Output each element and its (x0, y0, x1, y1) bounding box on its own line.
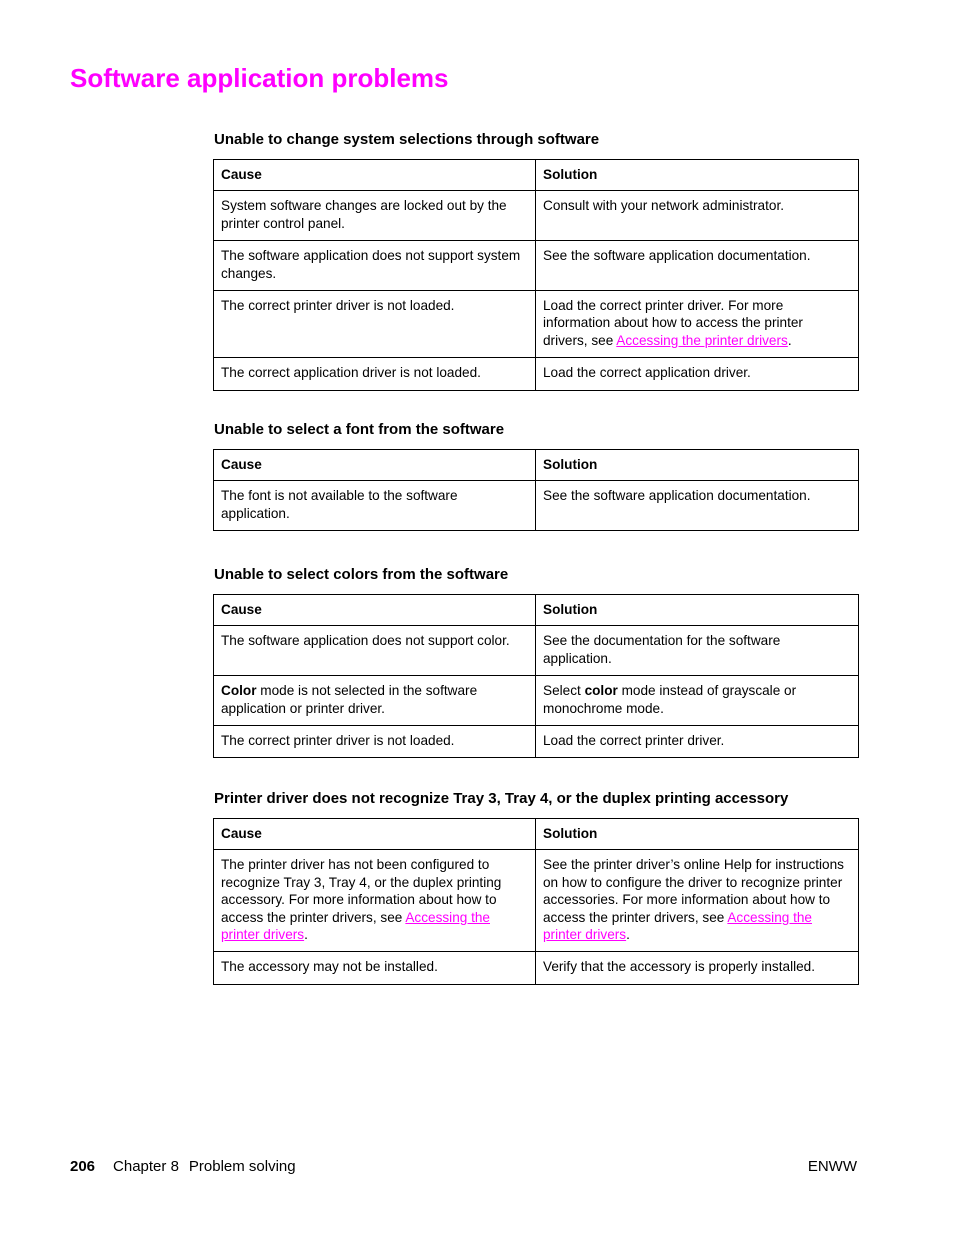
table-row (214, 676, 859, 726)
table-row (214, 241, 859, 291)
solution-bold-term: color (584, 683, 618, 699)
table-row (214, 481, 859, 531)
section-heading-font: Unable to select a font from the software (214, 421, 505, 438)
table-row (214, 191, 859, 241)
cause-cell: The correct printer driver is not loaded. (214, 726, 536, 758)
solution-text-end: . (787, 332, 792, 348)
solution-cell (536, 291, 859, 358)
column-header-solution: Solution (536, 450, 859, 481)
chapter-title: Problem solving (188, 1158, 296, 1175)
chapter-label: Chapter 8 (113, 1158, 179, 1175)
section-heading-tray-accessory: Printer driver does not recognize Tray 3, Tray 4, or the duplex printing accessory (214, 790, 789, 807)
cause-cell (214, 850, 536, 952)
solution-cell: See the software application documentation. (536, 481, 859, 531)
solution-text-end: mode instead of grayscale or monochrome mode. (543, 683, 797, 716)
solution-cell: Load the correct printer driver. (536, 726, 859, 758)
solution-text: See the printer driver’s online Help for instructions on how to configure the driver to recognize printer accessories. For more information about how to access the printer drivers, see (543, 857, 844, 925)
solution-cell (536, 676, 859, 726)
cause-text: mode is not selected in the software application or printer driver. (221, 683, 478, 716)
table-row (214, 952, 859, 984)
solution-cell: Verify that the accessory is properly installed. (536, 952, 859, 984)
link-text-part: printer drivers (221, 927, 305, 943)
cause-cell: The font is not available to the software application. (214, 481, 536, 531)
cause-cell: The software application does not support color. (214, 626, 536, 676)
column-header-solution: Solution (536, 819, 859, 850)
cause-cell: The correct printer driver is not loaded. (214, 291, 536, 358)
table-tray-accessory (213, 818, 859, 985)
section-heading-colors: Unable to select colors from the software (214, 566, 509, 583)
solution-cell: Load the correct application driver. (536, 358, 859, 390)
table-row (214, 626, 859, 676)
column-header-cause: Cause (214, 595, 536, 626)
solution-text-end: . (626, 927, 630, 943)
table-row (214, 291, 859, 358)
solution-cell: See the software application documentation. (536, 241, 859, 291)
solution-text: Load the correct printer driver. For more information about how to access the printer drivers, see (543, 298, 803, 348)
table-header-row (214, 450, 859, 481)
solution-text: Select (543, 683, 585, 699)
table-header-row (214, 160, 859, 191)
table-header-row (214, 595, 859, 626)
solution-cell: See the documentation for the software application. (536, 626, 859, 676)
column-header-cause: Cause (214, 450, 536, 481)
table-row (214, 726, 859, 758)
cause-cell: System software changes are locked out by the printer control panel. (214, 191, 536, 241)
cause-cell: The correct application driver is not loaded. (214, 358, 536, 390)
cause-bold-term: Color (221, 683, 257, 699)
solution-cell: Consult with your network administrator. (536, 191, 859, 241)
page-footer-left (70, 1158, 296, 1176)
link-text-part: Accessing the (405, 909, 490, 925)
page-footer-right: ENWW (807, 1158, 857, 1175)
column-header-solution: Solution (536, 160, 859, 191)
table-row (214, 850, 859, 952)
column-header-cause: Cause (214, 160, 536, 191)
page-number: 206 (70, 1158, 96, 1175)
cause-text-end: . (304, 927, 308, 943)
table-colors (213, 594, 859, 758)
link-accessing-printer-drivers[interactable]: Accessing the printer drivers (616, 332, 788, 348)
table-system-selections (213, 159, 859, 391)
cause-cell: The software application does not support system changes. (214, 241, 536, 291)
cause-cell: The accessory may not be installed. (214, 952, 536, 984)
column-header-solution: Solution (536, 595, 859, 626)
solution-cell (536, 850, 859, 952)
table-font (213, 449, 859, 531)
link-accessing-printer-drivers[interactable]: Accessing the printer drivers (543, 909, 812, 943)
table-row (214, 358, 859, 390)
cause-text: The printer driver has not been configured to recognize Tray 3, Tray 4, or the duplex printing accessory. For more information about how to access the printer drivers, see (221, 857, 502, 925)
section-heading-system-selections: Unable to change system selections through software (214, 131, 600, 148)
table-header-row (214, 819, 859, 850)
cause-cell (214, 676, 536, 726)
column-header-cause: Cause (214, 819, 536, 850)
page-title: Software application problems (70, 63, 449, 93)
